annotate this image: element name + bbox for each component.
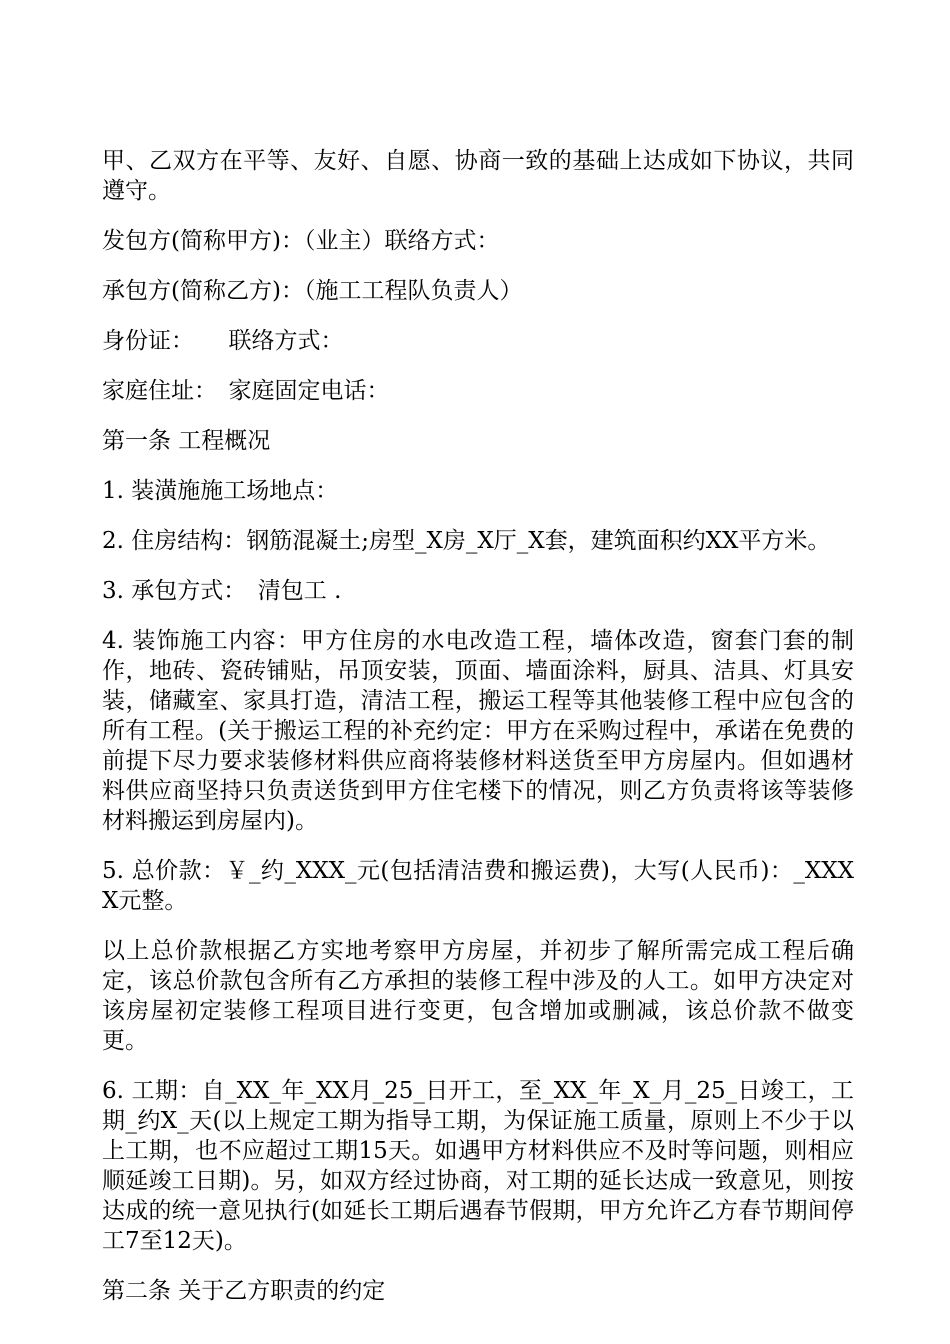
clause-1-6: 6. 工期：自_XX_年_XX月_25_日开工，至_XX_年_X_月_25_日竣工，工期_约X_天(以上规定工期为指导工期，为保证施工质量，原则上不少于以上工期，也不应超过工期15天。如遇甲方材料供应不及时等问题，则相应顺延竣工日期)。另，如双方经过协商，对工期的延长达成一致意见，则按达成的统一意见执行(如延长工期后遇春节假期，甲方允许乙方春节期间停工7至12天)。 xyxy=(102,1078,854,1254)
clause-1-5: 5. 总价款：￥_约_XXX_元(包括清洁费和搬运费)，大写(人民币)：_XXXX元整。 xyxy=(102,858,854,914)
clause-1-1: 1. 装潢施施工场地点： xyxy=(102,478,339,504)
document-body xyxy=(102,146,854,1326)
clause-1-4: 4. 装饰施工内容：甲方住房的水电改造工程，墙体改造，窗套门套的制作，地砖、瓷砖铺贴，吊顶安装，顶面、墙面涂料，厨具、洁具、灯具安装，储藏室、家具打造，清洁工程，搬运工程等其他装修工程中应包含的所有工程。(关于搬运工程的补充约定：甲方在采购过程中，承诺在免费的前提下尽力要求装修材料供应商将装修材料送货至甲方房屋内。但如遇材料供应商坚持只负责送货到甲方住宅楼下的情况，则乙方负责将该等装修材料搬运到房屋内)。 xyxy=(102,628,854,834)
clause-1-3: 3. 承包方式： 清包工 . xyxy=(102,578,342,604)
intro-paragraph: 甲、乙双方在平等、友好、自愿、协商一致的基础上达成如下协议，共同遵守。 xyxy=(102,148,854,204)
home-address-line: 家庭住址： 家庭固定电话： xyxy=(102,378,390,404)
party-a-line: 发包方(简称甲方)：（业主）联络方式： xyxy=(102,228,500,254)
total-price-note: 以上总价款根据乙方实地考察甲方房屋，并初步了解所需完成工程后确定，该总价款包含所有乙方承担的装修工程中涉及的人工。如甲方决定对该房屋初定装修工程项目进行变更，包含增加或删减，该总价款不做变更。 xyxy=(102,938,854,1054)
article-1-heading: 第一条 工程概况 xyxy=(102,428,271,454)
id-card-line: 身份证： 联络方式： xyxy=(102,328,344,354)
article-2-heading: 第二条 关于乙方职责的约定 xyxy=(102,1278,386,1304)
clause-1-2: 2. 住房结构：钢筋混凝土;房型_X房_X厅_X套，建筑面积约XX平方米。 xyxy=(102,528,831,554)
party-b-line: 承包方(简称乙方)：（施工工程队负责人） xyxy=(102,278,523,304)
